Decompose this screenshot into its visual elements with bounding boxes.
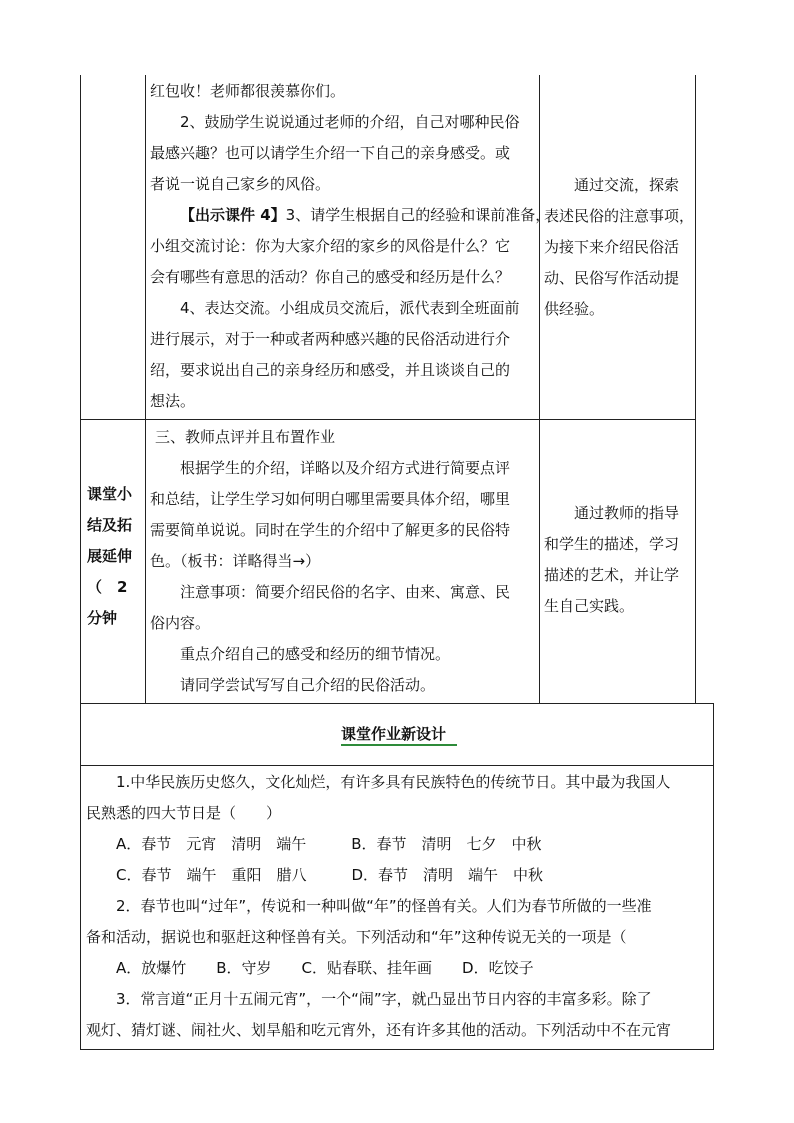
paragraph-line: 4、表达交流。小组成员交流后，派代表到全班面前 <box>150 299 520 317</box>
paragraph-line: 请同学尝试写写自己介绍的民俗活动。 <box>150 676 436 694</box>
question-line: 备和活动，据说也和驱赶这种怪兽有关。下列活动和“年”这种传说无关的一项是（ <box>86 928 627 946</box>
paragraph-line: 通过教师的指导 <box>544 504 680 522</box>
paragraph-line: 者说一说自己家乡的风俗。 <box>150 175 331 193</box>
paragraph-text: 3、请学生根据自己的经验和课前准备， <box>285 206 551 224</box>
option-line: A．春节 元宵 清明 端午 B．春节 清明 七夕 中秋 <box>86 835 542 853</box>
section2-middle-text <box>150 427 511 706</box>
table-col-divider-3 <box>695 75 696 703</box>
question-line: 观灯、猜灯谜、闹社火、划旱船和吃元宵外，还有许多其他的活动。下列活动中不在元宵 <box>86 1021 672 1039</box>
paragraph-line: 最感兴趣？也可以请学生介绍一下自己的亲身感受。或 <box>150 144 511 162</box>
section1-middle-text <box>150 81 550 422</box>
paragraph-line <box>150 205 550 236</box>
paragraph-line: 通过交流，探索 <box>544 176 680 194</box>
paragraph-line: 注意事项：简要介绍民俗的名字、由来、寓意、民 <box>150 583 511 601</box>
option-line: A．放爆竹 B．守岁 C．贴春联、挂年画 D．吃饺子 <box>86 959 534 977</box>
question-line: 3．常言道“正月十五闹元宵”，一个“闹”字，就凸显出节日内容的丰富多彩。除了 <box>86 990 652 1008</box>
paragraph-line: 根据学生的介绍，详略以及介绍方式进行简要点评 <box>150 459 511 477</box>
section2-label <box>87 484 132 639</box>
paragraph-line: 会有哪些有意思的活动？你自己的感受和经历是什么？ <box>150 268 511 286</box>
paragraph-line: 和学生的描述，学习 <box>544 535 680 553</box>
paragraph-line: 重点介绍自己的感受和经历的细节情况。 <box>150 645 451 663</box>
question-line: 民熟悉的四大节日是（ ） <box>86 804 282 822</box>
paragraph-line: 供经验。 <box>544 300 605 318</box>
question-line: 2．春节也叫“过年”，传说和一种叫做“年”的怪兽有关。人们为春节所做的一些准 <box>86 897 652 915</box>
paragraph-line: 色。（板书：详略得当→） <box>150 552 321 570</box>
table-border-left <box>80 75 81 1050</box>
question-line: 1.中华民族历史悠久，文化灿烂，有许多具有民族特色的传统节日。其中最为我国人 <box>86 773 671 791</box>
table-border-right <box>713 703 714 1050</box>
label-line: （ 2 <box>87 578 128 596</box>
paragraph-line: 2、鼓励学生说说通过老师的介绍，自己对哪种民俗 <box>150 113 520 131</box>
paragraph-line: 想法。 <box>150 392 196 410</box>
homework-body <box>86 772 712 1051</box>
paragraph-line: 描述的艺术，并让学 <box>544 566 680 584</box>
paragraph-line: 为接下来介绍民俗活 <box>544 238 680 256</box>
option-line: C．春节 端午 重阳 腊八 D．春节 清明 端午 中秋 <box>86 866 544 884</box>
homework-title: 课堂作业新设计 <box>341 725 447 743</box>
paragraph-line: 表述民俗的注意事项， <box>544 207 695 225</box>
section2-right-text <box>544 503 679 627</box>
paragraph-line: 和总结，让学生学习如何明白哪里需要具体介绍，哪里 <box>150 490 511 508</box>
paragraph-line: 小组交流讨论：你为大家介绍的家乡的风俗是什么？它 <box>150 237 511 255</box>
paragraph-line: 红包收！老师都很羡慕你们。 <box>150 82 346 100</box>
title-underline <box>341 744 457 746</box>
paragraph-line: 绍，要求说出自己的亲身经历和感受，并且谈谈自己的 <box>150 361 511 379</box>
label-line: 结及拓 <box>87 516 133 534</box>
paragraph-line: 需要简单说说。同时在学生的介绍中了解更多的民俗特 <box>150 521 511 539</box>
label-line: 课堂小 <box>87 485 133 503</box>
section-heading: 三、教师点评并且布置作业 <box>155 428 336 446</box>
paragraph-line: 动、民俗写作活动提 <box>544 269 680 287</box>
table-col-divider-1 <box>145 75 146 703</box>
section1-right-text <box>544 175 694 330</box>
label-line: 展延伸 <box>87 547 133 565</box>
paragraph-line: 俗内容。 <box>150 614 211 632</box>
paragraph-line: 进行展示，对于一种或者两种感兴趣的民俗活动进行介 <box>150 330 511 348</box>
row-divider-3 <box>80 765 714 766</box>
paragraph-line: 生自己实践。 <box>544 597 635 615</box>
courseware-label: 【出示课件 4】 <box>180 206 286 224</box>
label-line: 分钟 <box>87 609 118 627</box>
